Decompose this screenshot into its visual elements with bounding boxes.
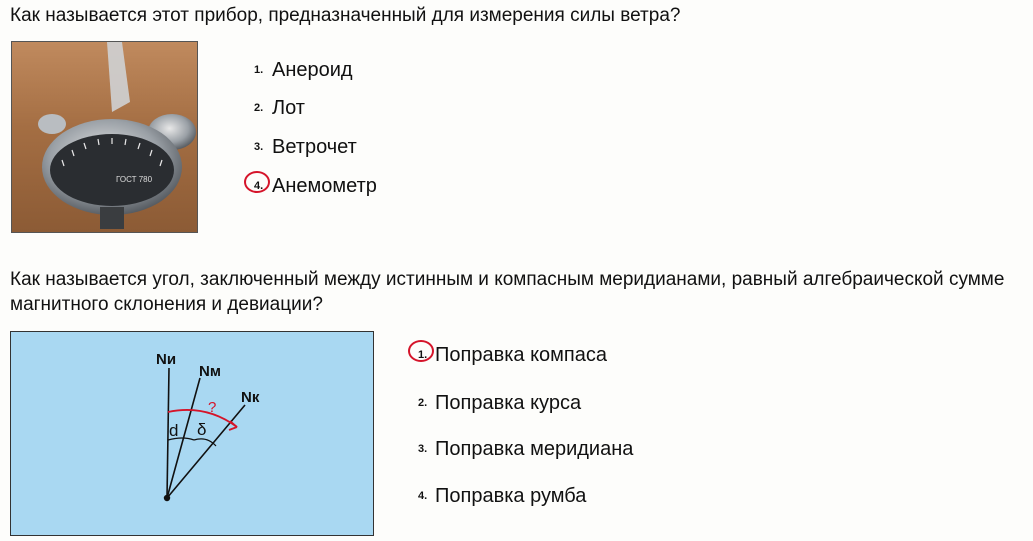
- label-compass-north: Nк: [241, 389, 260, 406]
- meridian-diagram: [10, 331, 374, 536]
- answer-number: 1.: [418, 349, 428, 361]
- answer-label: Лот: [272, 97, 305, 119]
- answer-label: Поправка компаса: [435, 344, 607, 366]
- answer-number: 2.: [418, 397, 428, 409]
- dial-text: ГОСТ 780: [116, 175, 153, 184]
- answer-number: 4.: [418, 490, 428, 502]
- label-true-north: Nи: [156, 351, 177, 368]
- label-question: ?: [208, 399, 217, 416]
- question-2-text: Как называется угол, заключенный между истинным и компасным меридианами, равный алгебраической сумме магнитного склонения и девиации?: [10, 269, 1005, 315]
- answer-label: Поправка меридиана: [435, 438, 634, 460]
- answer-label: Анемометр: [272, 175, 377, 197]
- answer-number: 2.: [254, 102, 264, 114]
- label-declination: d: [169, 421, 179, 440]
- answer-number: 4.: [254, 180, 264, 192]
- answer-label: Поправка курса: [435, 392, 582, 414]
- answer-number: 3.: [254, 141, 264, 153]
- answer-label: Анероид: [272, 59, 353, 81]
- answer-label: Ветрочет: [272, 136, 357, 158]
- answer-number: 1.: [254, 64, 264, 76]
- answer-number: 3.: [418, 443, 428, 455]
- anemometer-photo: [11, 41, 198, 233]
- question-1-text: Как называется этот прибор, предназначенный для измерения силы ветра?: [10, 5, 681, 26]
- answer-label: Поправка румба: [435, 485, 587, 507]
- label-magnetic-north: Nм: [199, 363, 221, 380]
- label-deviation: δ: [197, 420, 207, 439]
